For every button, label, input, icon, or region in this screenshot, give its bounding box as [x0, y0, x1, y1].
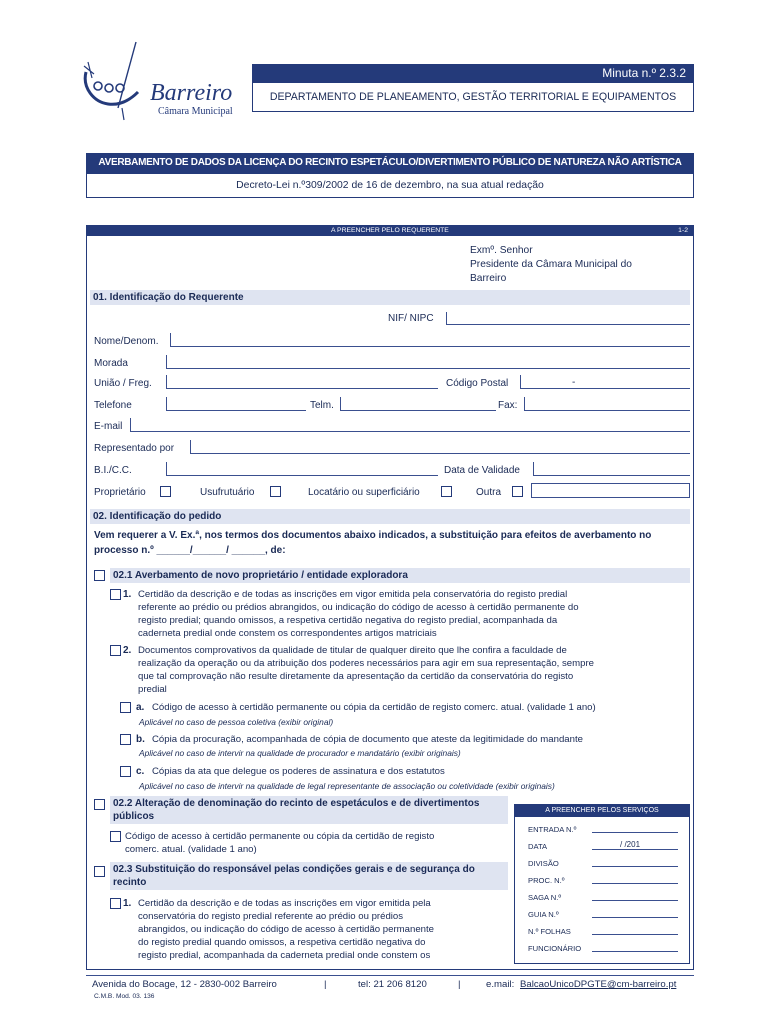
telm-label: Telm.: [310, 400, 334, 411]
s22-checkbox[interactable]: [94, 799, 105, 810]
locatario-label: Locatário ou superficiário: [308, 487, 420, 498]
svc-proc-field[interactable]: [592, 874, 678, 884]
outra-label: Outra: [476, 487, 502, 498]
section1-title: 01. Identificação do Requerente: [93, 292, 244, 303]
s21-c-text: Cópias da ata que delegue os poderes de assinatura e dos estatutos: [152, 766, 445, 777]
s21-a-letter: a.: [136, 702, 145, 713]
s21-a-text: Código de acesso à certidão permanente ou cópia da certidão de registo comerc. atual. (validade 1 ano): [152, 702, 596, 713]
addressee-line3: Barreiro: [470, 273, 507, 284]
email-field[interactable]: [130, 418, 690, 432]
form-title: [86, 153, 694, 173]
svc-proc-label: PROC. N.º: [528, 876, 565, 885]
morada-field[interactable]: [166, 355, 690, 369]
telm-field[interactable]: [340, 397, 496, 411]
section2-header: [90, 509, 690, 524]
locatario-checkbox[interactable]: [441, 486, 452, 497]
s21-item2-text: [138, 644, 690, 696]
codigo-postal-dash: -: [572, 377, 576, 388]
s21-item1-line1: Certidão da descrição e de todas as inscrições em vigor emitida pela conservatória do registo predial: [138, 589, 568, 600]
s21-item2-line1: Documentos comprovativos da qualidade de titular de qualquer direito que lhe confira a faculdade de: [138, 645, 567, 656]
services-title: A PREENCHER PELOS SERVIÇOS: [545, 807, 659, 814]
logo-subtitle: Câmara Municipal: [158, 106, 233, 117]
footer-separator-1: |: [324, 979, 327, 990]
svc-entrada-label: ENTRADA N.º: [528, 825, 577, 834]
s21-item1-number: 1.: [123, 589, 132, 600]
s21-b-letter: b.: [136, 734, 145, 745]
requerente-bar: [86, 225, 694, 236]
s23-item1-line3: abrangidos, ou indicação do código de acesso à certidão permanente: [138, 924, 435, 935]
s23-checkbox[interactable]: [94, 866, 105, 877]
requerente-label: A PREENCHER PELO REQUERENTE: [331, 227, 449, 234]
s22-title-line2: públicos: [113, 811, 155, 822]
codigo-postal-label: Código Postal: [446, 378, 509, 389]
footer-separator-2: |: [458, 979, 461, 990]
logo: [78, 38, 248, 122]
s22-item-text: [125, 830, 505, 856]
section2-title: 02. Identificação do pedido: [93, 511, 222, 522]
addressee-line2: Presidente da Câmara Municipal do: [470, 259, 632, 270]
s23-header: [110, 862, 508, 890]
s21-b-text: Cópia da procuração, acompanhada de cópia de documento que ateste da legitimidade do mandante: [152, 734, 583, 745]
svc-folhas-label: N.º FOLHAS: [528, 927, 571, 936]
footer-address: Avenida do Bocage, 12 - 2830-002 Barreiro: [92, 979, 277, 990]
s23-item1-checkbox[interactable]: [110, 898, 121, 909]
s21-c-note: Aplicável no caso de intervir na qualidade de legal representante de associação ou coletividade (exibir originais): [139, 781, 555, 791]
representado-field[interactable]: [190, 440, 690, 454]
outra-checkbox[interactable]: [512, 486, 523, 497]
outra-field[interactable]: [531, 483, 690, 498]
validade-field[interactable]: [533, 462, 690, 476]
s21-b-note: Aplicável no caso de intervir na qualidade de procurador e mandatário (exibir originais): [139, 748, 461, 758]
s21-item1-checkbox[interactable]: [110, 589, 121, 600]
request-text: [94, 528, 690, 558]
nif-label: NIF/ NIPC: [388, 313, 434, 324]
page-number: 1-2: [678, 227, 688, 234]
telefone-label: Telefone: [94, 400, 132, 411]
s22-item-checkbox[interactable]: [110, 831, 121, 842]
s21-a-note: Aplicável no caso de pessoa coletiva (exibir original): [139, 717, 334, 727]
nome-field[interactable]: [170, 333, 690, 347]
s21-c-letter: c.: [136, 766, 145, 777]
s23-title-line1: 02.3 Substituição do responsável pelas condições gerais e de segurança do: [113, 864, 475, 875]
footer: [86, 975, 694, 991]
logo-mark-icon: [78, 38, 158, 122]
uniao-label: União / Freg.: [94, 378, 152, 389]
s23-item1-line4: do registo predial quando omissos, a respetiva certidão negativa do: [138, 937, 426, 948]
proprietario-label: Proprietário: [94, 487, 146, 498]
svc-saga-field[interactable]: [592, 891, 678, 901]
minuta-bar: [252, 64, 694, 82]
s21-item1-line3: registo predial; quando omissos, a respetiva certidão negativa do registo predial, acompanhada da: [138, 615, 558, 626]
svc-saga-label: SAGA N.º: [528, 893, 562, 902]
footer-email-label: e.mail:: [486, 979, 515, 990]
nif-field[interactable]: [446, 312, 690, 325]
s21-c-checkbox[interactable]: [120, 766, 131, 777]
bi-label: B.I./C.C.: [94, 465, 132, 476]
s23-item1-line2: conservatória do registo predial referente ao prédio ou prédios: [138, 911, 404, 922]
usufrutuario-checkbox[interactable]: [270, 486, 281, 497]
services-header: [515, 805, 689, 817]
svc-guia-label: GUIA N.º: [528, 910, 559, 919]
telefone-field[interactable]: [166, 397, 306, 411]
email-label: E-mail: [94, 421, 123, 432]
request-line2: processo n.º ______/______/ ______, de:: [94, 545, 286, 556]
svc-divisao-label: DIVISÃO: [528, 859, 559, 868]
s21-item2-line4: predial: [138, 684, 167, 695]
uniao-field[interactable]: [166, 375, 438, 389]
usufrutuario-label: Usufrutuário: [200, 487, 255, 498]
logo-title: Barreiro: [150, 80, 233, 106]
addressee: [470, 244, 632, 286]
s22-title-line1: 02.2 Alteração de denominação do recinto de espetáculos e de divertimentos: [113, 798, 480, 809]
fax-label: Fax:: [498, 400, 518, 411]
section1-header: [90, 290, 690, 305]
s22-header: [110, 796, 508, 824]
model-number: C.M.B. Mod. 03. 136: [94, 993, 155, 1000]
s22-item-line2: comerc. atual. (validade 1 ano): [125, 844, 257, 855]
svc-folhas-field[interactable]: [592, 925, 678, 935]
svc-entrada-field[interactable]: [592, 823, 678, 833]
decree-text: Decreto-Lei n.º309/2002 de 16 de dezembro, na sua atual redação: [236, 180, 544, 191]
footer-email-link[interactable]: BalcaoUnicoDPGTE@cm-barreiro.pt: [520, 979, 677, 990]
bi-field[interactable]: [166, 462, 438, 476]
morada-label: Morada: [94, 358, 128, 369]
svc-funcionario-field[interactable]: [592, 942, 678, 952]
fax-field[interactable]: [524, 397, 690, 411]
s23-item1-line5: registo predial, acompanhada da caderneta predial onde constem os: [138, 950, 431, 961]
codigo-postal-field[interactable]: [520, 375, 690, 389]
representado-label: Representado por: [94, 443, 175, 454]
nome-label: Nome/Denom.: [94, 336, 159, 347]
department-box: [252, 82, 694, 112]
s21-item2-line3: que tal comprovação não resulte diretamente da apresentação da certidão da conservatória do registo: [138, 671, 574, 682]
s21-a-checkbox[interactable]: [120, 702, 131, 713]
s22-item-line1: Código de acesso à certidão permanente ou cópia da certidão de registo: [125, 831, 435, 842]
svc-funcionario-label: FUNCIONÁRIO: [528, 944, 582, 953]
request-line1: Vem requerer a V. Ex.ª, nos termos dos documentos abaixo indicados, a substituição para efeitos de averbamento no: [94, 530, 652, 541]
s21-item1-line2: referente ao prédio ou prédios abrangidos, ou indicação do código de acesso à certidão permanente do: [138, 602, 579, 613]
proprietario-checkbox[interactable]: [160, 486, 171, 497]
s21-item1-line4: caderneta predial onde constem os correspondentes artigos matriciais: [138, 628, 437, 639]
s21-checkbox[interactable]: [94, 570, 105, 581]
svc-guia-field[interactable]: [592, 908, 678, 918]
s23-item1-text: [138, 897, 506, 962]
s21-title: 02.1 Averbamento de novo proprietário / entidade exploradora: [113, 570, 408, 581]
footer-tel: tel: 21 206 8120: [358, 979, 427, 990]
addressee-line1: Exmº. Senhor: [470, 245, 533, 256]
s21-header: [110, 568, 690, 583]
department-name: DEPARTAMENTO DE PLANEAMENTO, GESTÃO TERRITORIAL E EQUIPAMENTOS: [269, 91, 677, 103]
svc-divisao-field[interactable]: [592, 857, 678, 867]
svc-data-label: DATA: [528, 842, 548, 851]
s21-item1-text: [138, 588, 690, 640]
decree-box: [86, 173, 694, 198]
form-title-text: AVERBAMENTO DE DADOS DA LICENÇA DO RECINTO ESPETÁCULO/DIVERTIMENTO PÚBLICO DE NATUREZA NÃO ARTÍSTICA: [98, 157, 682, 168]
s23-item1-number: 1.: [123, 898, 132, 909]
s21-item2-checkbox[interactable]: [110, 645, 121, 656]
s23-title-line2: recinto: [113, 877, 147, 888]
minuta-number: Minuta n.º 2.3.2: [602, 66, 686, 80]
s21-item2-line2: realização da operação ou da atribuição dos poderes necessários para agir em sua representação, sempre: [138, 658, 594, 669]
s21-item2-number: 2.: [123, 645, 132, 656]
svc-data-value: / /201: [620, 840, 641, 849]
s23-item1-line1: Certidão da descrição e de todas as inscrições em vigor emitida pela: [138, 898, 431, 909]
s21-b-checkbox[interactable]: [120, 734, 131, 745]
validade-label: Data de Validade: [444, 465, 520, 476]
